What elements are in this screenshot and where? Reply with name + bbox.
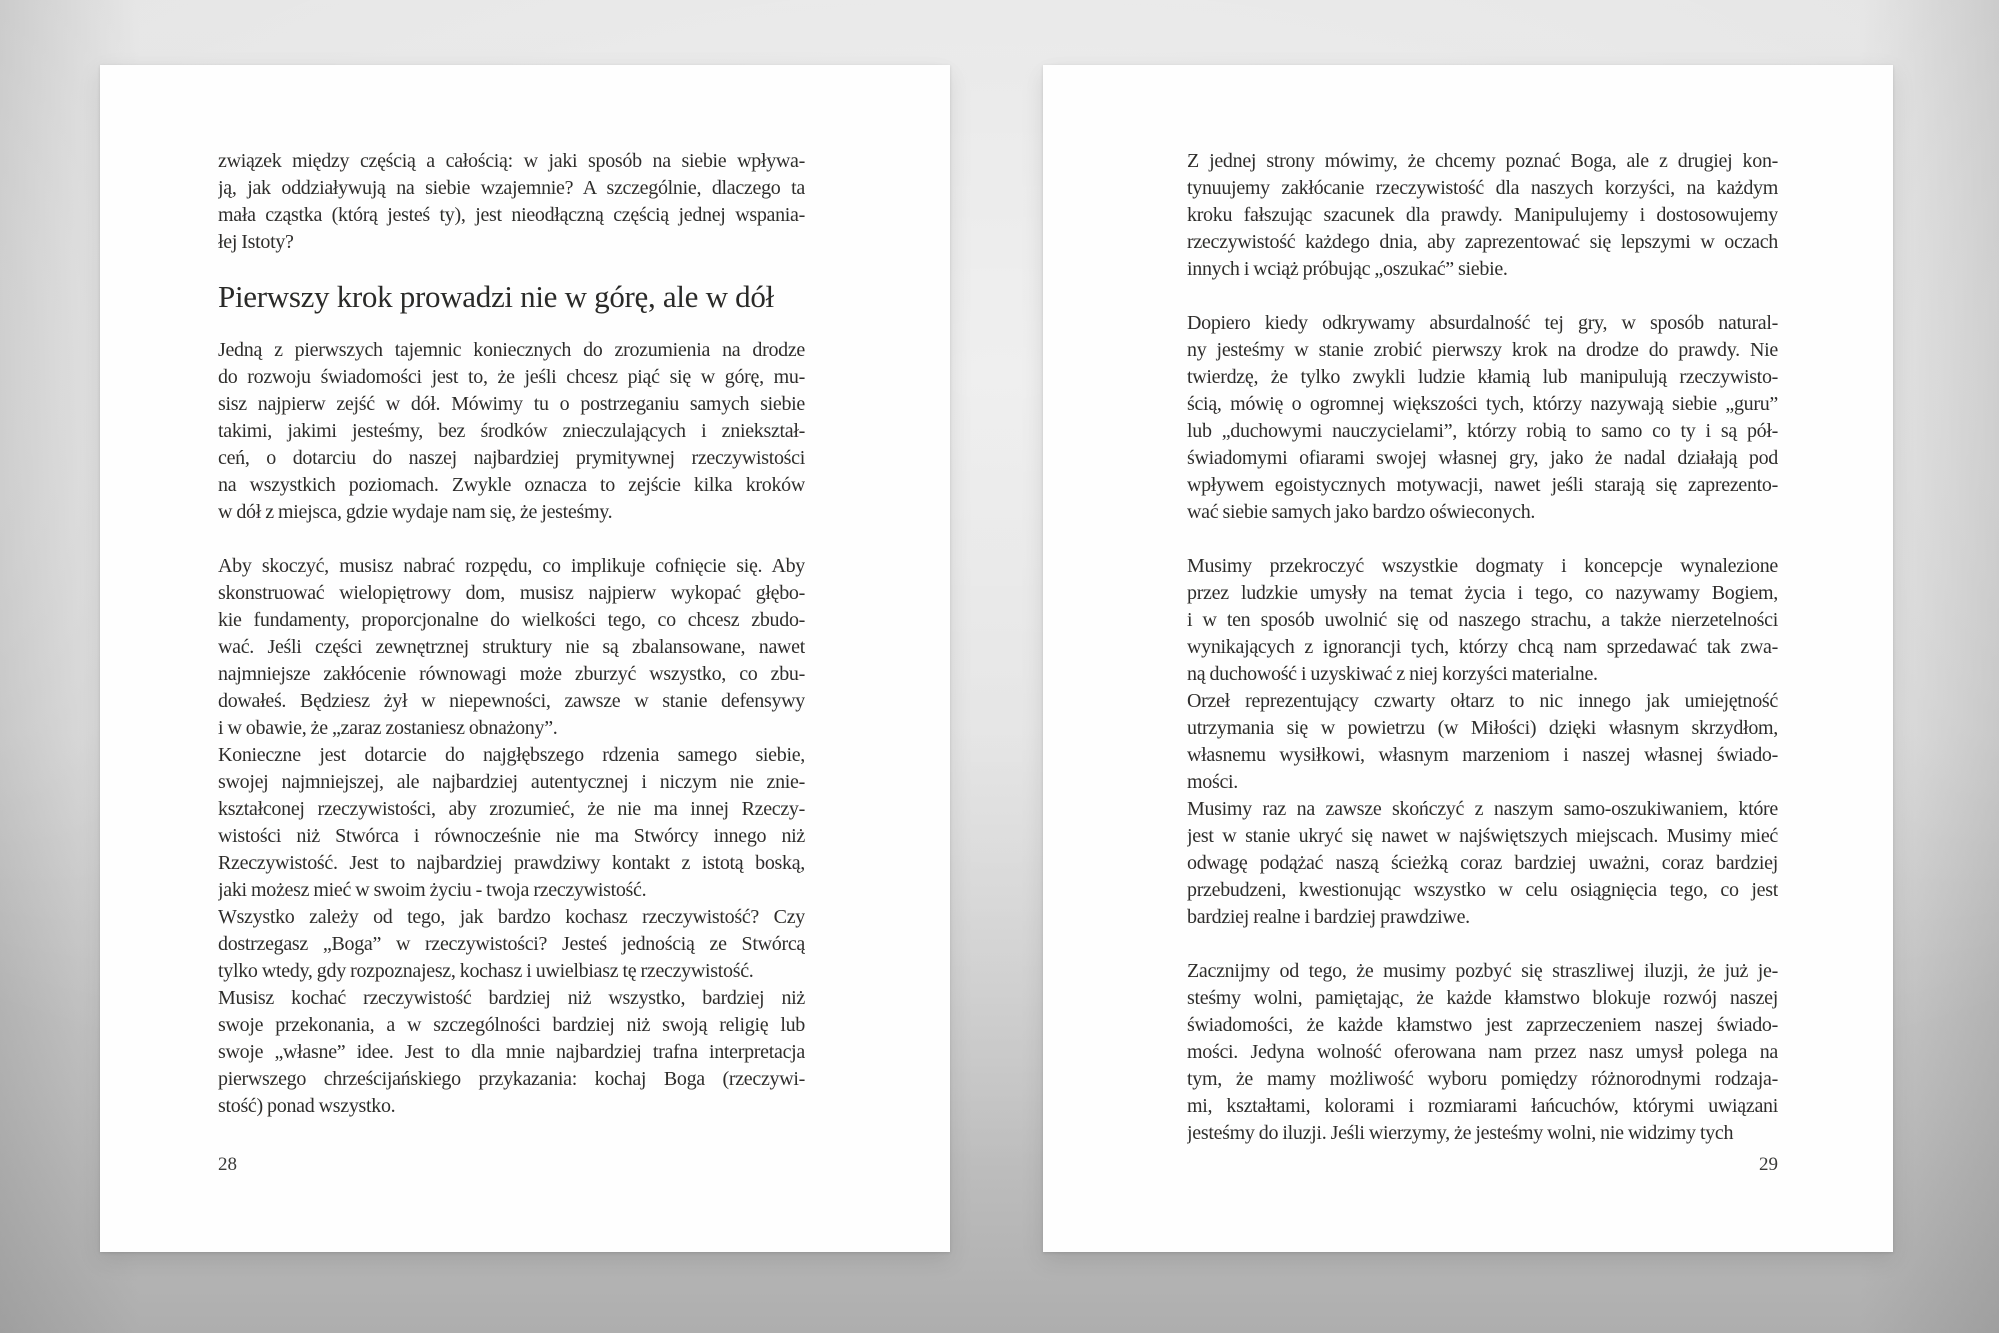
text-line: i w obawie, że „zaraz zostaniesz obnażony”. (218, 717, 558, 739)
text-line: rzeczywistość każdego dnia, aby zaprezentować się lepszymi w oczach (1187, 231, 1778, 253)
text-line: najmniejsze zakłócenie równowagi może zburzyć wszystko, co zbu- (218, 663, 805, 685)
text-line: Aby skoczyć, musisz nabrać rozpędu, co implikuje cofnięcie się. Aby (218, 555, 805, 577)
page-number-right: 29 (1759, 1154, 1778, 1175)
text-line: łej Istoty? (218, 231, 294, 253)
paragraph (1187, 958, 1778, 1147)
paragraph (218, 904, 805, 985)
text-line: Musisz kochać rzeczywistość bardziej niż wszystko, bardziej niż (218, 987, 805, 1009)
text-line: tynuujemy zakłócanie rzeczywistość dla naszych korzyści, na każdym (1187, 177, 1778, 199)
text-line: mi, kształtami, kolorami i rozmiarami łańcuchów, którymi uwiązani (1187, 1095, 1778, 1117)
text-line: świadomości, że każde kłamstwo jest zaprzeczeniem naszej świado- (1187, 1014, 1778, 1036)
text-line: Musimy raz na zawsze skończyć z naszym samo-oszukiwaniem, które (1187, 798, 1778, 820)
text-line: świadomymi ofiarami swojej własnej gry, jako że nadal działają pod (1187, 447, 1778, 469)
text-line: dostrzegasz „Boga” w rzeczywistości? Jesteś jednością ze Stwórcą (218, 933, 805, 955)
paragraph (1187, 796, 1778, 931)
text-line: ną duchowość i uzyskiwać z niej korzyści materialne. (1187, 663, 1598, 685)
text-line: swoje „własne” idee. Jest to dla mnie najbardziej trafna interpretacja (218, 1041, 805, 1063)
text-line: ny jesteśmy w stanie zrobić pierwszy krok na drodze do prawdy. Nie (1187, 339, 1778, 361)
page-number-left: 28 (218, 1154, 237, 1175)
text-line: jesteśmy do iluzji. Jeśli wierzymy, że jesteśmy wolni, nie widzimy tych (1187, 1122, 1734, 1144)
text-line: utrzymania się w powietrzu (w Miłości) dzięki własnym skrzydłom, (1187, 717, 1778, 739)
paragraph (1187, 310, 1778, 526)
text-line: przez ludzkie umysły na temat życia i tego, co nazywamy Bogiem, (1187, 582, 1778, 604)
paragraph (218, 337, 805, 526)
text-line: swojej najmniejszej, ale najbardziej autentycznej i niczym nie znie- (218, 771, 805, 793)
text-line: lub „duchowymi nauczycielami”, którzy robią to samo co ty i są pół- (1187, 420, 1778, 442)
text-line: kroku fałszując szacunek dla prawdy. Manipulujemy i dostosowujemy (1187, 204, 1778, 226)
text-line: i w ten sposób uwolnić się od naszego strachu, a także nierzetelności (1187, 609, 1778, 631)
text-line: wpływem egoistycznych motywacji, nawet jeśli starają się zaprezento- (1187, 474, 1778, 496)
text-line: bardziej realne i bardziej prawdziwe. (1187, 906, 1470, 928)
text-line: pierwszego chrześcijańskiego przykazania: kochaj Boga (rzeczywi- (218, 1068, 805, 1090)
text-line: sisz najpierw zejść w dół. Mówimy tu o postrzeganiu samych siebie (218, 393, 805, 415)
paragraph (218, 985, 805, 1120)
text-line: ceń, o dotarciu do naszej najbardziej prymitywnej rzeczywistości (218, 447, 805, 469)
text-line: wać siebie samych jako bardzo oświeconych. (1187, 501, 1536, 523)
text-line: ścią, mówię o ogromnej większości tych, którzy nazywają siebie „guru” (1187, 393, 1778, 415)
text-line: dowałeś. Będziesz żył w niepewności, zawsze w stanie defensywy (218, 690, 805, 712)
page-left-content (218, 148, 805, 1120)
text-line: jaki możesz mieć w swoim życiu - twoja rzeczywistość. (218, 879, 647, 901)
text-line: tylko wtedy, gdy rozpoznajesz, kochasz i uwielbiasz tę rzeczywistość. (218, 960, 754, 982)
text-line: Orzeł reprezentujący czwarty ołtarz to nic innego jak umiejętność (1187, 690, 1778, 712)
text-line: mała cząstka (którą jesteś ty), jest nieodłączną częścią jednej wspania- (218, 204, 805, 226)
text-line: związek między częścią a całością: w jaki sposób na siebie wpływa- (218, 150, 805, 172)
text-line: własnemu wysiłkowi, własnym marzeniom i naszej własnej świado- (1187, 744, 1778, 766)
text-line: ją, jak oddziaływują na siebie wzajemnie? A szczególnie, dlaczego ta (218, 177, 805, 199)
text-line: mości. Jedyna wolność oferowana nam przez nasz umysł polega na (1187, 1041, 1778, 1063)
text-line: stość) ponad wszystko. (218, 1095, 396, 1117)
text-line: innych i wciąż próbując „oszukać” siebie. (1187, 258, 1508, 280)
text-line: jest w stanie ukryć się nawet w najświętszych miejscach. Musimy mieć (1187, 825, 1778, 847)
paragraph (218, 742, 805, 904)
paragraph (1187, 553, 1778, 688)
book-page-left (100, 65, 950, 1252)
paragraph (1187, 688, 1778, 796)
text-line: skonstruować wielopiętrowy dom, musisz najpierw wykopać głębo- (218, 582, 805, 604)
text-line: Konieczne jest dotarcie do najgłębszego rdzenia samego siebie, (218, 744, 805, 766)
text-line: wać. Jeśli części zewnętrznej struktury nie są zbalansowane, nawet (218, 636, 805, 658)
paragraph (1187, 148, 1778, 283)
text-line: Dopiero kiedy odkrywamy absurdalność tej gry, w sposób natural- (1187, 312, 1778, 334)
paragraph (218, 148, 805, 256)
text-line: w dół z miejsca, gdzie wydaje nam się, że jesteśmy. (218, 501, 613, 523)
text-line: do rozwoju świadomości jest to, że jeśli chcesz piąć się w górę, mu- (218, 366, 805, 388)
text-line: kie fundamenty, proporcjonalne do wielkości tego, co chcesz zbudo- (218, 609, 805, 631)
section-heading: Pierwszy krok prowadzi nie w górę, ale w dół (218, 279, 774, 314)
paragraph (218, 553, 805, 742)
text-line: Musimy przekroczyć wszystkie dogmaty i koncepcje wynalezione (1187, 555, 1778, 577)
text-line: na wszystkich poziomach. Zwykle oznacza to zejście kilka kroków (218, 474, 805, 496)
text-line: wynikających z ignorancji tych, którzy chcą nam sprzedawać tak zwa- (1187, 636, 1778, 658)
text-line: kształconej rzeczywistości, aby zrozumieć, że nie ma innej Rzeczy- (218, 798, 805, 820)
text-line: Z jednej strony mówimy, że chcemy poznać Boga, ale z drugiej kon- (1187, 150, 1778, 172)
book-page-right (1043, 65, 1893, 1252)
text-line: twierdzę, że tylko zwykli ludzie kłamią lub manipulują rzeczywisto- (1187, 366, 1778, 388)
text-line: takimi, jakimi jesteśmy, bez środków znieczulających i zniekształ- (218, 420, 805, 442)
text-line: tym, że mamy możliwość wyboru pomiędzy różnorodnymi rodzaja- (1187, 1068, 1778, 1090)
text-line: Wszystko zależy od tego, jak bardzo kochasz rzeczywistość? Czy (218, 906, 805, 928)
text-line: Zacznijmy od tego, że musimy pozbyć się straszliwej iluzji, że już je- (1187, 960, 1778, 982)
text-line: mości. (1187, 771, 1238, 793)
text-line: odwagę podążać naszą ścieżką coraz bardziej uważni, coraz bardziej (1187, 852, 1778, 874)
text-line: steśmy wolni, pamiętając, że każde kłamstwo blokuje rozwój naszej (1187, 987, 1778, 1009)
page-right-content (1187, 148, 1778, 1147)
text-line: swoje przekonania, a w szczególności bardziej niż swoją religię lub (218, 1014, 805, 1036)
text-line: przebudzeni, kwestionując wszystko w celu osiągnięcia tego, co jest (1187, 879, 1778, 901)
text-line: Jedną z pierwszych tajemnic koniecznych do zrozumienia na drodze (218, 339, 805, 361)
text-line: Rzeczywistość. Jest to najbardziej prawdziwy kontakt z istotą boską, (218, 852, 805, 874)
text-line: wistości niż Stwórca i równocześnie nie ma Stwórcy innego niż (218, 825, 805, 847)
